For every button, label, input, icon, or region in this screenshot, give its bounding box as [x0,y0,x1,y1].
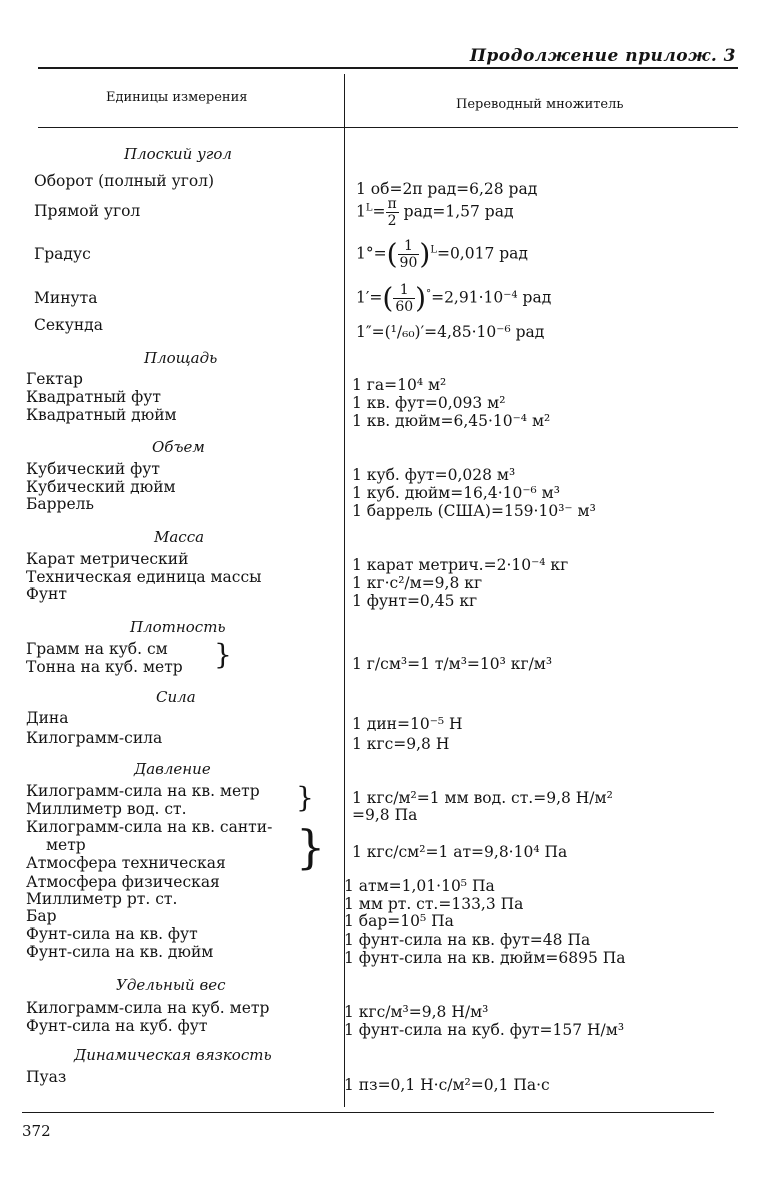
row-value-kgf-m2-2: =9,8 Па [352,806,418,824]
degree-num: 1 [398,238,420,255]
row-label-pound: Фунт [26,585,67,603]
row-label-kgf-m2: Килограмм-сила на кв. метр [26,782,260,800]
row-value-kgf-m3: 1 кгс/м³=9,8 Н/м³ [344,1003,489,1021]
row-label-mm-water: Миллиметр вод. ст. [26,800,187,818]
column-header-factor: Переводный множитель [456,97,624,112]
minute-fraction [393,282,415,315]
row-value-turn: 1 об=2π рад=6,28 рад [356,180,538,198]
minute-paren-close: ) [415,281,427,315]
degree-fraction [398,238,420,271]
section-volume: Объем [152,438,205,456]
continuation-title: Продолжение прилож. 3 [469,46,736,66]
row-label-psf: Фунт-сила на кв. фут [26,925,198,943]
row-value-phys-atm: 1 атм=1,01·10⁵ Па [344,877,495,895]
row-value-kgf: 1 кгс=9,8 Н [352,735,450,753]
row-label-carat: Карат метрический [26,550,189,568]
column-header-units: Единицы измерения [106,90,248,105]
row-value-psf: 1 фунт-сила на кв. фут=48 Па [344,931,591,949]
top-rule [38,67,738,69]
brace-pressure-1: } [296,781,314,814]
minute-sup: ° [426,288,432,300]
row-label-kgf-cm2-a: Килограмм-сила на кв. санти- [26,818,273,836]
degree-lhs: 1°= [356,244,387,263]
header-rule [38,127,738,128]
row-label-sq-inch: Квадратный дюйм [26,406,177,424]
minute-paren-open: ( [382,281,394,315]
section-dynamic-viscosity: Динамическая вязкость [74,1046,272,1064]
minute-den: 60 [395,299,414,315]
row-label-cu-foot: Кубический фут [26,460,160,478]
row-value-cu-foot: 1 куб. фут=0,028 м³ [352,466,516,484]
row-label-tech-atm: Атмосфера техническая [26,854,226,872]
right-angle-lhs: 1 [356,202,366,221]
row-value-minute [356,282,551,315]
row-label-tech-mass: Техническая единица массы [26,568,262,586]
row-label-minute: Минута [34,289,98,307]
row-label-kgf: Килограмм-сила [26,729,163,747]
degree-sup: L [430,244,437,256]
section-mass: Масса [154,528,205,546]
row-value-hectare: 1 га=10⁴ м² [352,376,447,394]
section-specific-weight: Удельный вес [116,976,226,994]
row-value-sq-inch: 1 кв. дюйм=6,45·10⁻⁴ м² [352,412,551,430]
row-label-sq-foot: Квадратный фут [26,388,161,406]
row-value-pound: 1 фунт=0,45 кг [352,592,478,610]
right-angle-den: 2 [387,213,397,229]
right-angle-eq: = [372,202,386,221]
row-label-second: Секунда [34,316,103,334]
section-area: Площадь [144,349,218,367]
row-label-t-m3: Тонна на куб. метр [26,658,183,676]
row-value-second: 1″=(¹/₆₀)′=4,85·10⁻⁶ рад [356,323,545,341]
right-angle-num: π [387,196,397,212]
row-value-carat: 1 карат метрич.=2·10⁻⁴ кг [352,556,569,574]
row-value-cu-inch: 1 куб. дюйм=16,4·10⁻⁶ м³ [352,484,560,502]
row-label-dyne: Дина [26,709,69,727]
row-value-kgf-cm2: 1 кгс/см²=1 ат=9,8·10⁴ Па [352,843,568,861]
row-label-poise: Пуаз [26,1068,67,1086]
row-value-psi: 1 фунт-сила на кв. дюйм=6895 Па [344,949,626,967]
section-plane-angle: Плоский угол [124,145,232,163]
section-pressure: Давление [134,760,211,778]
row-label-kgf-cm2-b: метр [46,836,86,854]
minute-lhs: 1′= [356,288,383,307]
degree-paren-open: ( [386,237,398,271]
row-label-bar: Бар [26,907,57,925]
right-angle-sup: L [365,202,373,214]
row-label-g-cm3: Грамм на куб. см [26,640,168,658]
row-value-density: 1 г/см³=1 т/м³=10³ кг/м³ [352,655,553,673]
row-label-lbf-ft3: Фунт-сила на куб. фут [26,1017,208,1035]
degree-paren-close: ) [419,237,431,271]
row-label-hectare: Гектар [26,370,83,388]
row-label-kgf-m3: Килограмм-сила на куб. метр [26,999,270,1017]
row-value-barrel: 1 баррель (США)=159·10³⁻ м³ [352,502,596,520]
row-label-right-angle: Прямой угол [34,202,141,220]
row-label-mm-hg: Миллиметр рт. ст. [26,890,178,908]
row-value-poise: 1 пз=0,1 Н·с/м²=0,1 Па·с [344,1076,550,1094]
right-angle-fraction [386,196,399,229]
brace-density: } [214,638,232,671]
row-label-barrel: Баррель [26,495,94,513]
row-value-bar: 1 бар=10⁵ Па [344,912,454,930]
row-value-mm-hg: 1 мм рт. ст.=133,3 Па [344,895,524,913]
row-value-sq-foot: 1 кв. фут=0,093 м² [352,394,506,412]
page-number: 372 [22,1122,51,1140]
row-value-right-angle [356,196,514,229]
row-value-lbf-ft3: 1 фунт-сила на куб. фут=157 Н/м³ [344,1021,625,1039]
minute-rhs: =2,91·10⁻⁴ рад [431,288,552,307]
degree-rhs: =0,017 рад [436,244,528,263]
section-force: Сила [156,688,196,706]
brace-pressure-2: } [296,820,326,874]
row-label-degree: Градус [34,245,91,263]
degree-den: 90 [399,255,418,271]
row-label-psi: Фунт-сила на кв. дюйм [26,943,214,961]
minute-num: 1 [393,282,415,299]
row-value-degree [356,238,528,271]
row-value-tech-mass: 1 кг·с²/м=9,8 кг [352,574,483,592]
bottom-rule [22,1112,714,1113]
row-value-kgf-m2-1: 1 кгс/м²=1 мм вод. ст.=9,8 Н/м² [352,789,613,807]
row-value-dyne: 1 дин=10⁻⁵ Н [352,715,463,733]
right-angle-rhs: рад=1,57 рад [403,202,514,221]
row-label-cu-inch: Кубический дюйм [26,478,176,496]
row-label-phys-atm: Атмосфера физическая [26,873,220,891]
row-label-turn: Оборот (полный угол) [34,172,215,190]
section-density: Плотность [130,618,226,636]
